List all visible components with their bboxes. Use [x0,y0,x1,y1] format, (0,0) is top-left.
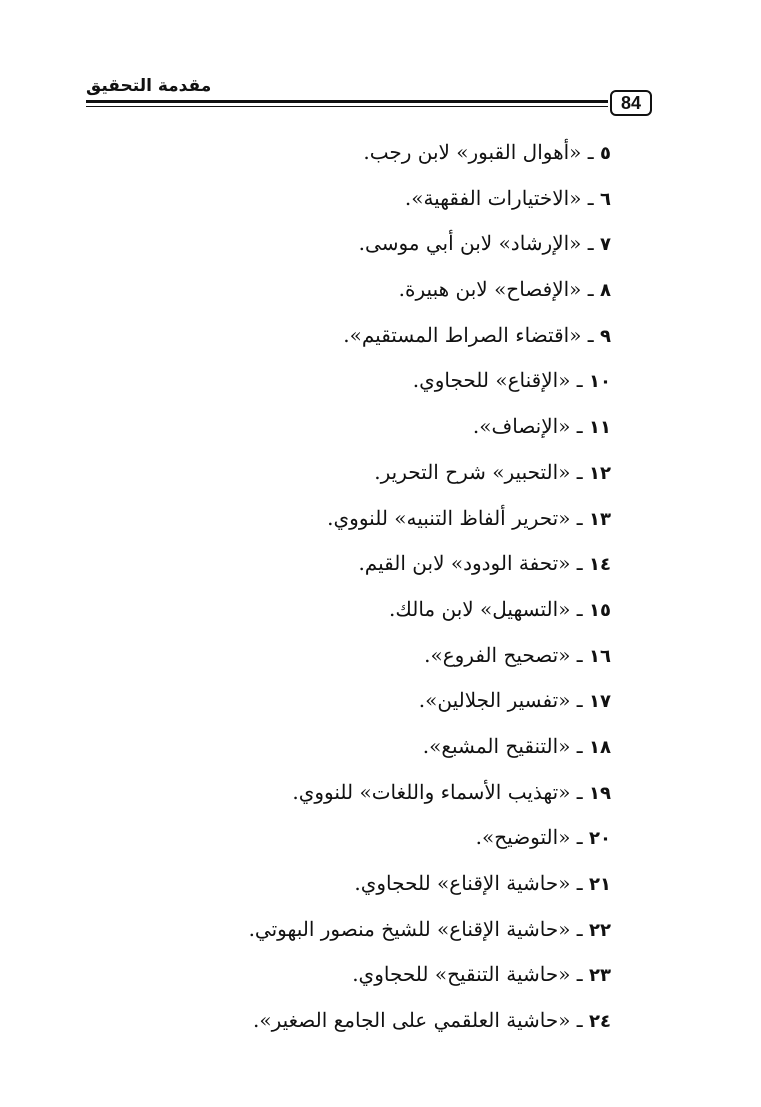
item-number: ٩ [600,325,611,347]
list-item [141,406,611,452]
item-text: ـ «التوضيح». [475,825,590,850]
item-text: ـ «اقتضاء الصراط المستقيم». [343,322,600,347]
item-text: ـ «تحفة الودود» لابن القيم. [358,551,590,576]
item-number: ١٤ [589,554,611,576]
list-item [141,360,611,406]
list-item [141,817,611,863]
item-number: ٦ [600,188,611,210]
reference-list [141,132,611,1046]
item-number: ١٩ [589,782,611,804]
item-text: ـ «تحرير ألفاظ التنبيه» للنووي. [327,505,590,530]
item-number: ٢٣ [589,965,611,987]
list-item [141,498,611,544]
item-number: ٢٤ [589,1011,611,1033]
item-text: ـ «حاشية العلقمي على الجامع الصغير». [252,1008,590,1033]
item-text: ـ «التحبير» شرح التحرير. [374,459,590,484]
item-number: ٢١ [589,874,611,895]
item-number: ١٥ [589,599,611,621]
list-item [141,772,611,818]
item-number: ٧ [600,234,611,256]
list-item [141,954,611,1000]
item-text: ـ «التنقيح المشبع». [422,733,590,758]
item-number: ٢٠ [589,828,611,850]
running-title: مقدمة التحقيق [86,76,212,96]
item-text: ـ «الإنصاف». [472,414,590,439]
item-text: ـ «الإقناع» للحجاوي. [412,368,590,393]
item-text: ـ «تهذيب الأسماء واللغات» للنووي. [292,779,590,804]
item-text: ـ «تفسير الجلالين». [418,688,590,713]
item-text: ـ «حاشية الإقناع» للحجاوي. [354,871,590,895]
item-text: ـ «تصحيح الفروع». [424,642,590,667]
item-number: ١٧ [589,691,611,713]
item-number: ١١ [589,417,611,439]
list-item [141,1000,611,1046]
item-number: ١٨ [589,736,611,758]
item-text: ـ «التسهيل» لابن مالك. [389,596,590,621]
page-number: 84 [610,90,652,116]
item-text: ـ «أهوال القبور» لابن رجب. [363,140,600,164]
item-number: ١٦ [589,645,611,667]
list-item [141,589,611,635]
list-item [141,178,611,224]
item-number: ٨ [600,280,611,302]
list-item [141,726,611,772]
item-text: ـ «الاختيارات الفقهية». [404,185,600,210]
header-rule-thick [86,100,608,103]
list-item [141,863,611,909]
list-item [141,315,611,361]
item-number: ٥ [600,143,611,164]
item-text: ـ «الإرشاد» لابن أبي موسى. [358,231,600,256]
list-item [141,132,611,178]
item-number: ١٣ [589,508,611,530]
item-number: ١٠ [589,371,611,393]
item-number: ٢٢ [589,919,611,941]
list-item [141,223,611,269]
header-rule-thin [86,106,608,107]
list-item [141,269,611,315]
list-item [141,543,611,589]
list-item [141,452,611,498]
list-item [141,680,611,726]
item-text: ـ «الإفصاح» لابن هبيرة. [398,277,600,302]
page-header [86,74,654,120]
item-number: ١٢ [589,462,611,484]
item-text: ـ «حاشية الإقناع» للشيخ منصور البهوتي. [248,916,590,941]
list-item [141,635,611,681]
list-item [141,909,611,955]
item-text: ـ «حاشية التنقيح» للحجاوي. [352,962,590,987]
